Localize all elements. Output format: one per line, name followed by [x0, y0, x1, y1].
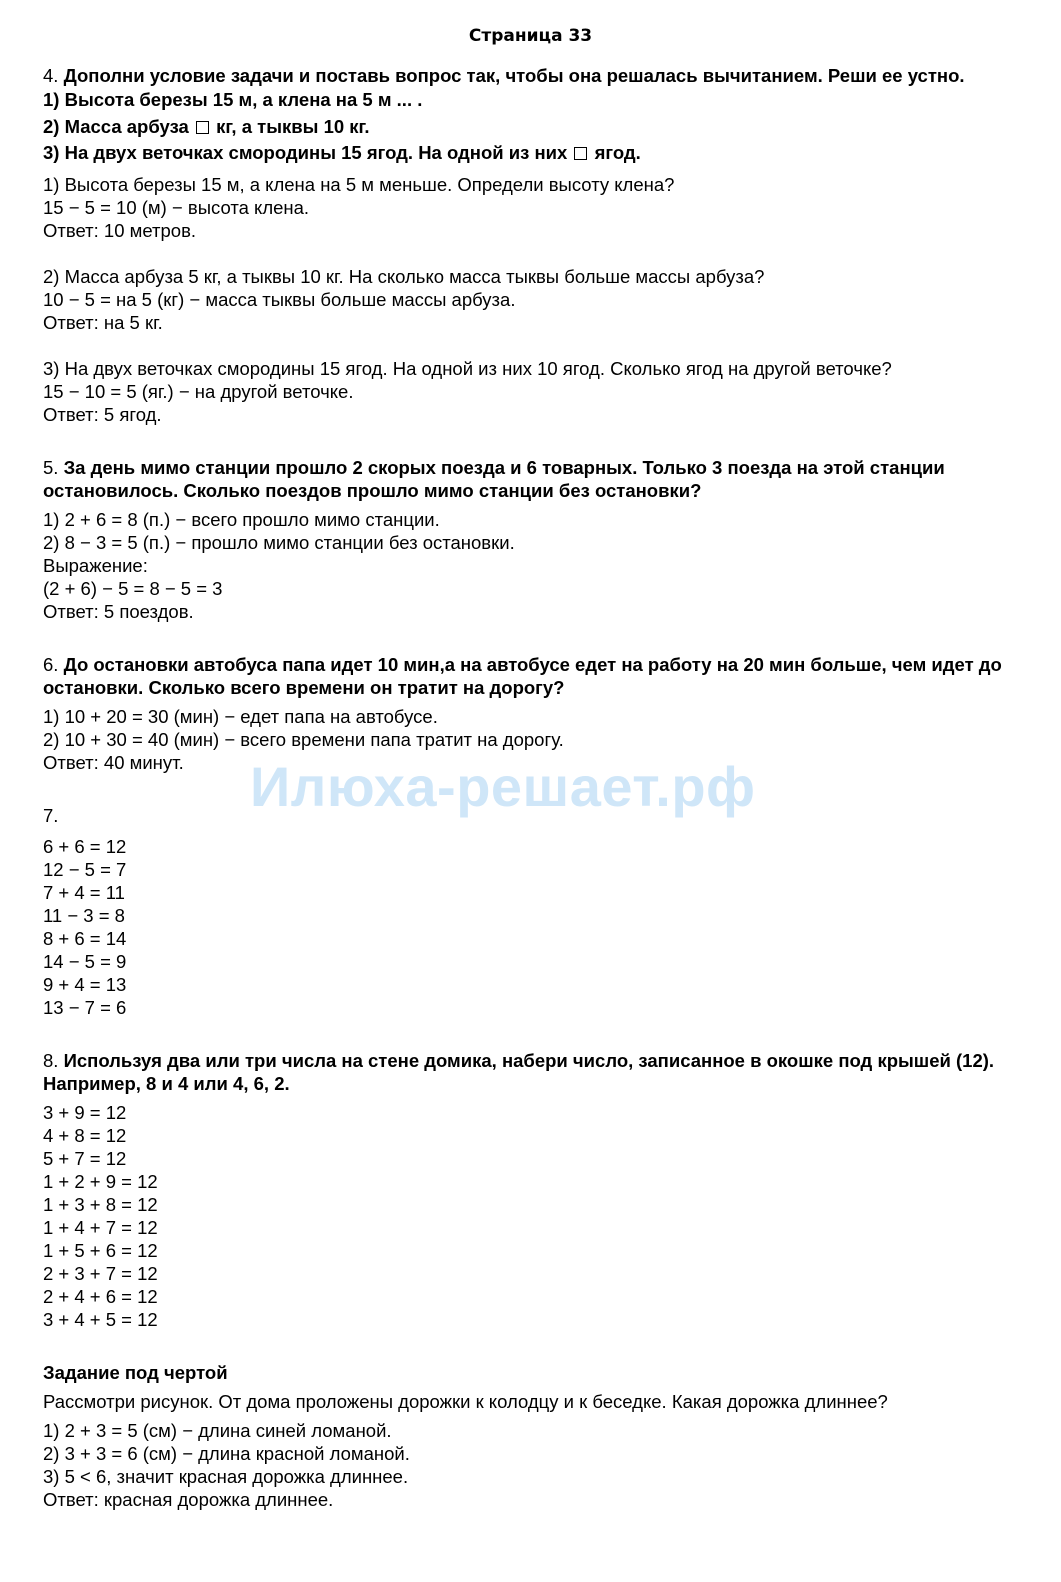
solution-line: 15 − 5 = 10 (м) − высота клена.	[43, 196, 310, 218]
task-number: 6.	[43, 653, 64, 675]
task-4-solution-2	[43, 265, 1028, 334]
task-text: Используя два или три числа на стене домика, набери число, записанное в окошке под крышей (12). Например, 8 и 4 или 4, 6, 2.	[43, 1049, 995, 1094]
solution-line: 1) Высота березы 15 м, а клена на 5 м меньше. Определи высоту клена?	[43, 173, 675, 195]
solution-line: 15 − 10 = 5 (яг.) − на другой веточке.	[43, 380, 354, 402]
empty-box-icon	[196, 121, 209, 134]
item-text: 3) На двух веточках смородины 15 ягод. На одной из них	[43, 142, 573, 163]
solution-line: Ответ: красная дорожка длиннее.	[43, 1488, 334, 1510]
extra-task-title: Задание под чертой	[43, 1361, 228, 1383]
task-number: 4.	[43, 65, 64, 86]
solution-line: Ответ: 40 минут.	[43, 751, 184, 773]
document-content	[43, 64, 1028, 1511]
solution-line: Ответ: 10 метров.	[43, 219, 197, 241]
solution-line: Ответ: 5 ягод.	[43, 403, 162, 425]
task-4-item-3	[43, 140, 1028, 167]
solution-line: 1 + 4 + 7 = 12	[43, 1216, 158, 1238]
solution-line: 10 − 5 = на 5 (кг) − масса тыквы больше массы арбуза.	[43, 288, 516, 310]
task-5-statement	[43, 456, 1028, 502]
task-4-solution-1	[43, 173, 1028, 242]
solution-line: 3) На двух веточках смородины 15 ягод. На одной из них 10 ягод. Сколько ягод на другой веточке?	[43, 357, 892, 379]
task-6-solution	[43, 705, 1028, 774]
solution-line: 7 + 4 = 11	[43, 881, 125, 903]
extra-task-solution	[43, 1419, 1028, 1511]
solution-line: Выражение:	[43, 554, 148, 576]
solution-line: 13 − 7 = 6	[43, 996, 127, 1018]
solution-line: 1 + 5 + 6 = 12	[43, 1239, 158, 1261]
solution-line: 3 + 9 = 12	[43, 1101, 127, 1123]
solution-line: Ответ: на 5 кг.	[43, 311, 163, 333]
solution-line: 2) 10 + 30 = 40 (мин) − всего времени папа тратит на дорогу.	[43, 728, 564, 750]
solution-line: 3 + 4 + 5 = 12	[43, 1308, 158, 1330]
solution-line: 1) 2 + 6 = 8 (п.) − всего прошло мимо станции.	[43, 508, 440, 530]
task-4-statement	[43, 64, 1028, 87]
solution-line: 2) 3 + 3 = 6 (см) − длина красной ломаной.	[43, 1442, 410, 1464]
task-number: 5.	[43, 456, 64, 478]
item-text: кг, а тыквы 10 кг.	[210, 115, 370, 137]
task-7-solution	[43, 835, 1028, 1019]
empty-box-icon	[574, 147, 587, 160]
task-8-solution	[43, 1101, 1028, 1331]
solution-line: (2 + 6) − 5 = 8 − 5 = 3	[43, 577, 223, 599]
solution-line: 8 + 6 = 14	[43, 927, 127, 949]
watermark-text: Илюха-решает.рф	[250, 755, 756, 818]
task-text: За день мимо станции прошло 2 скорых поезда и 6 товарных. Только 3 поезда на этой станции остановилось. Сколько поездов прошло мимо станции без остановки?	[43, 456, 945, 501]
solution-line: 1 + 3 + 8 = 12	[43, 1193, 158, 1215]
task-number: 8.	[43, 1049, 64, 1071]
task-4-item-2	[43, 114, 1028, 141]
item-text: 2) Масса арбуза	[43, 115, 194, 137]
solution-line: 2 + 4 + 6 = 12	[43, 1285, 158, 1307]
solution-line: 5 + 7 = 12	[43, 1147, 127, 1169]
item-text: ягод.	[589, 142, 641, 163]
item-text: 1) Высота березы 15 м, а клена на 5 м ... .	[43, 89, 423, 110]
solution-line: 11 − 3 = 8	[43, 904, 125, 926]
solution-line: 1) 10 + 20 = 30 (мин) − едет папа на автобусе.	[43, 705, 438, 727]
solution-line: 1 + 2 + 9 = 12	[43, 1170, 158, 1192]
task-7-number: 7.	[43, 804, 59, 826]
task-8-statement	[43, 1049, 1028, 1095]
extra-task-question: Рассмотри рисунок. От дома проложены дорожки к колодцу и к беседке. Какая дорожка длиннее?	[43, 1390, 888, 1412]
task-text: Дополни условие задачи и поставь вопрос так, чтобы она решалась вычитанием. Реши ее устно.	[63, 65, 965, 86]
solution-line: 14 − 5 = 9	[43, 950, 127, 972]
task-6-statement	[43, 653, 1028, 699]
solution-line: 1) 2 + 3 = 5 (см) − длина синей ломаной.	[43, 1419, 392, 1441]
solution-line: 6 + 6 = 12	[43, 835, 127, 857]
solution-line: 3) 5 < 6, значит красная дорожка длиннее.	[43, 1465, 409, 1487]
task-4-solution-3	[43, 357, 1028, 426]
solution-line: 12 − 5 = 7	[43, 858, 127, 880]
task-text: До остановки автобуса папа идет 10 мин,а на автобусе едет на работу на 20 мин больше, чем идет до остановки. Сколько всего времени он тратит на дорогу?	[43, 653, 1002, 698]
page-title: Страница 33	[468, 26, 593, 46]
solution-line: 2 + 3 + 7 = 12	[43, 1262, 158, 1284]
task-5-solution	[43, 508, 1028, 623]
solution-line: 4 + 8 = 12	[43, 1124, 127, 1146]
solution-line: Ответ: 5 поездов.	[43, 600, 194, 622]
solution-line: 2) Масса арбуза 5 кг, а тыквы 10 кг. На сколько масса тыквы больше массы арбуза?	[43, 265, 765, 287]
solution-line: 2) 8 − 3 = 5 (п.) − прошло мимо станции без остановки.	[43, 531, 515, 553]
task-4-item-1	[43, 87, 1028, 114]
solution-line: 9 + 4 = 13	[43, 973, 127, 995]
